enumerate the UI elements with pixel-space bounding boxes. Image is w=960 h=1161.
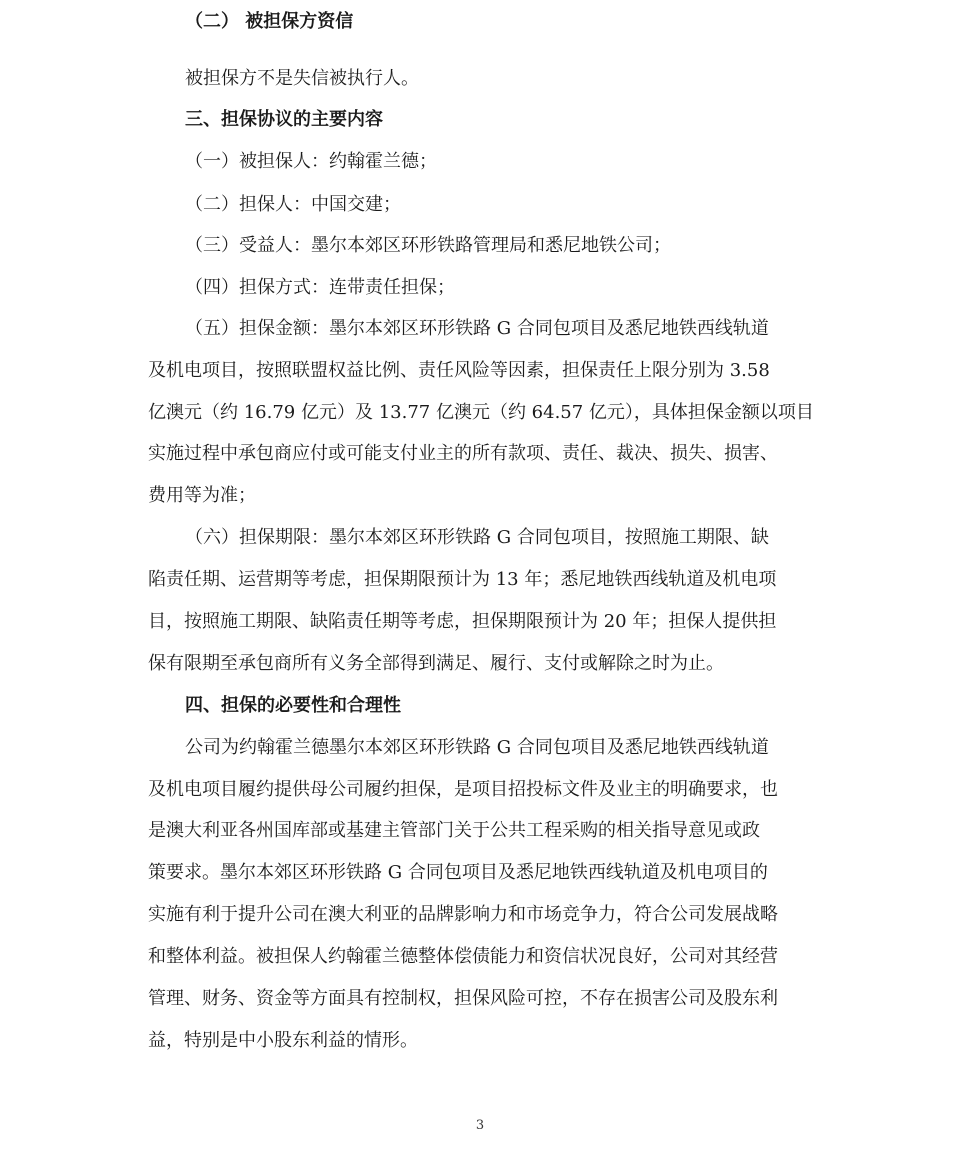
paragraph-line: 公司为约翰霍兰德墨尔本郊区环形铁路 G 合同包项目及悉尼地铁西线轨道 bbox=[185, 737, 769, 758]
paragraph-line: 目，按照施工期限、缺陷责任期等考虑，担保期限预计为 20 年；担保人提供担 bbox=[148, 611, 777, 632]
section-heading-agreement-content: 三、担保协议的主要内容 bbox=[185, 109, 383, 130]
paragraph-line: （三）受益人：墨尔本郊区环形铁路管理局和悉尼地铁公司； bbox=[185, 235, 671, 256]
paragraph-line: 保有限期至承包商所有义务全部得到满足、履行、支付或解除之时为止。 bbox=[148, 653, 724, 674]
paragraph-line: （二）担保人：中国交建； bbox=[185, 194, 401, 215]
paragraph-line: （六）担保期限：墨尔本郊区环形铁路 G 合同包项目，按照施工期限、缺 bbox=[185, 527, 769, 548]
paragraph-line: （四）担保方式：连带责任担保； bbox=[185, 277, 455, 298]
paragraph-line: 策要求。墨尔本郊区环形铁路 G 合同包项目及悉尼地铁西线轨道及机电项目的 bbox=[148, 862, 768, 883]
paragraph-line: 费用等为准； bbox=[148, 485, 256, 506]
paragraph-line: （一）被担保人：约翰霍兰德； bbox=[185, 151, 437, 172]
paragraph-line: （五）担保金额：墨尔本郊区环形铁路 G 合同包项目及悉尼地铁西线轨道 bbox=[185, 318, 769, 339]
paragraph-line: 实施有利于提升公司在澳大利亚的品牌影响力和市场竞争力，符合公司发展战略 bbox=[148, 904, 778, 925]
paragraph-line: 实施过程中承包商应付或可能支付业主的所有款项、责任、裁决、损失、损害、 bbox=[148, 443, 778, 464]
paragraph-line: 益，特别是中小股东利益的情形。 bbox=[148, 1030, 418, 1051]
paragraph-line: 是澳大利亚各州国库部或基建主管部门关于公共工程采购的相关指导意见或政 bbox=[148, 820, 760, 841]
paragraph-line: 陷责任期、运营期等考虑，担保期限预计为 13 年；悉尼地铁西线轨道及机电项 bbox=[148, 569, 777, 590]
section-heading-guaranteed-party-credit: （二） 被担保方资信 bbox=[185, 11, 354, 32]
section-heading-necessity: 四、担保的必要性和合理性 bbox=[185, 695, 401, 716]
paragraph-line: 管理、财务、资金等方面具有控制权，担保风险可控，不存在损害公司及股东利 bbox=[148, 988, 778, 1009]
paragraph-line: 亿澳元（约 16.79 亿元）及 13.77 亿澳元（约 64.57 亿元），具体担保金额以项目 bbox=[148, 402, 814, 423]
paragraph-line: 及机电项目履约提供母公司履约担保，是项目招投标文件及业主的明确要求，也 bbox=[148, 779, 778, 800]
paragraph-line: 和整体利益。被担保人约翰霍兰德整体偿债能力和资信状况良好，公司对其经营 bbox=[148, 946, 778, 967]
page-number: 3 bbox=[475, 1118, 485, 1133]
paragraph-line: 被担保方不是失信被执行人。 bbox=[185, 68, 419, 89]
paragraph-line: 及机电项目，按照联盟权益比例、责任风险等因素，担保责任上限分别为 3.58 bbox=[148, 360, 770, 381]
